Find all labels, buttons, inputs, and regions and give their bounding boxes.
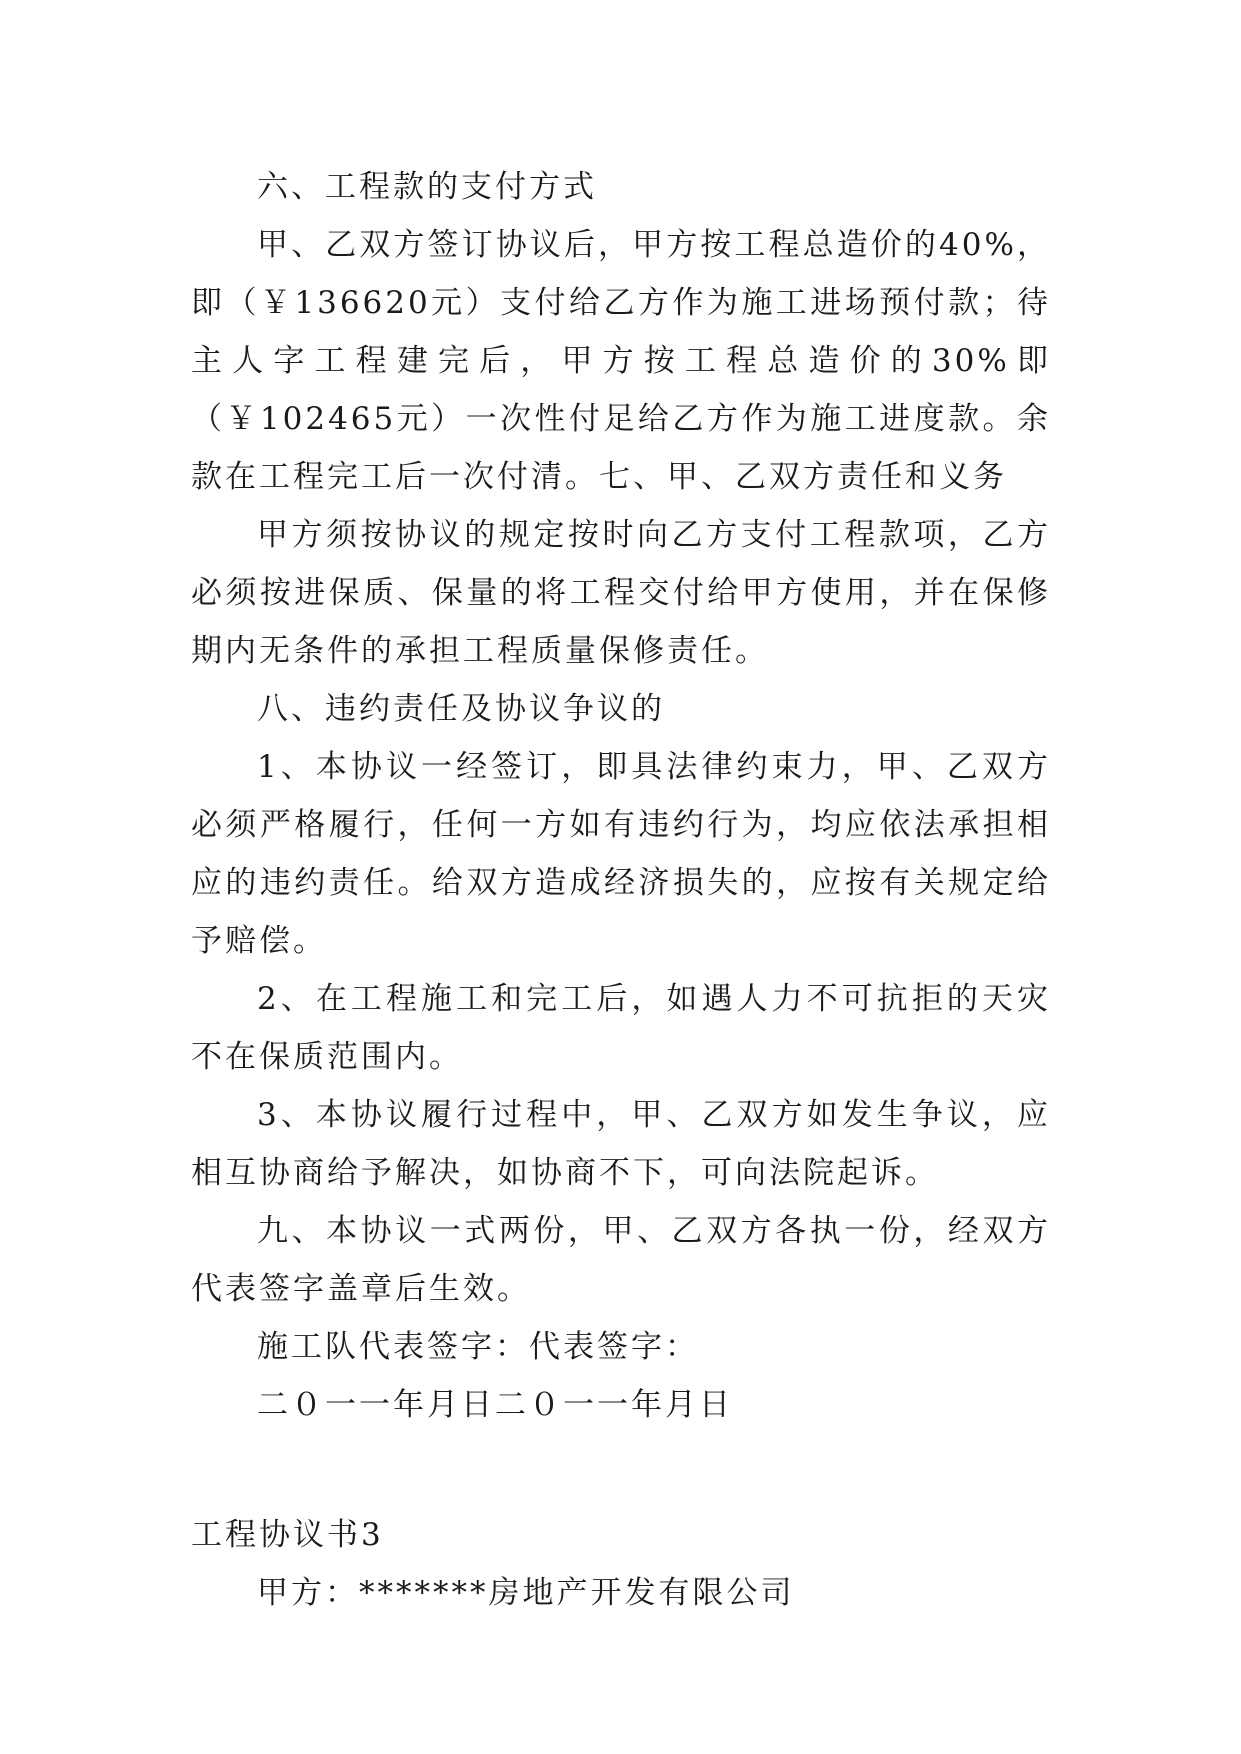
paragraph-copies: 九、本协议一式两份，甲、乙双方各执一份，经双方代表签字盖章后生效。: [191, 1213, 1051, 1307]
party-a-line: 甲方：*******房地产开发有限公司: [257, 1575, 795, 1611]
paragraph-party-obligations: 甲方须按协议的规定按时向乙方支付工程款项，乙方必须按进保质、保量的将工程交付给甲方使用，并在保修期内无条件的承担工程质量保修责任。: [191, 517, 1051, 669]
paragraph-payment-terms: 甲、乙双方签订协议后，甲方按工程总造价的40%，即（￥136620元）支付给乙方作为施工进场预付款；待主人字工程建完后，甲方按工程总造价的30%即（￥102465元）一次性付足给乙方作为施工进度款。余款在工程完工后一次付清。七、甲、乙双方责任和义务: [191, 227, 1051, 495]
section-heading-payment: 六、工程款的支付方式: [257, 169, 597, 205]
document-section-title: 工程协议书3: [191, 1517, 384, 1553]
paragraph-clause-1: 1、本协议一经签订，即具法律约束力，甲、乙双方必须严格履行，任何一方如有违约行为，均应依法承担相应的违约责任。给双方造成经济损失的，应按有关规定给予赔偿。: [191, 749, 1051, 959]
section-heading-breach: 八、违约责任及协议争议的: [257, 691, 665, 727]
paragraph-clause-2: 2、在工程施工和完工后，如遇人力不可抗拒的天灾不在保质范围内。: [191, 981, 1051, 1075]
document-page: [191, 158, 1051, 1622]
date-line: 二０一一年月日二０一一年月日: [257, 1387, 733, 1423]
signature-line: 施工队代表签字：代表签字：: [257, 1329, 699, 1365]
paragraph-clause-3: 3、本协议履行过程中，甲、乙双方如发生争议，应相互协商给予解决，如协商不下，可向法院起诉。: [191, 1097, 1051, 1191]
